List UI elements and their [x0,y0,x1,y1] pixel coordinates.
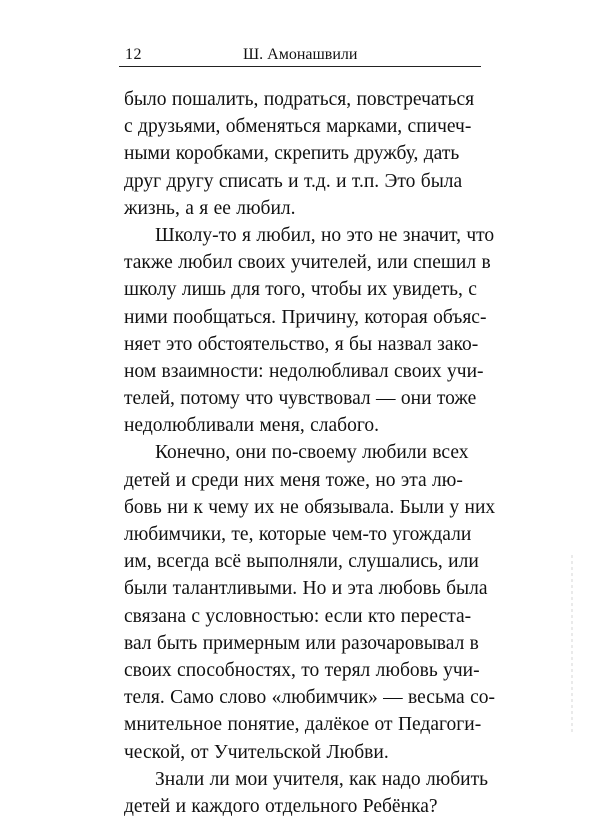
text-line: теля. Само слово «любимчик» — весьма со- [124,687,495,709]
paragraph-start-line: Школу-то я любил, но это не значит, что [155,224,495,246]
text-line: мнительное понятие, далёкое от Педагоги- [124,714,482,736]
page-number: 12 [125,46,142,63]
text-line: друг другу списать и т.д. и т.п. Это была [124,170,463,192]
running-header [119,40,481,67]
text-line: недолюбливали меня, слабого. [124,415,379,437]
page-edge-shadow [571,555,573,735]
text-line: своих способностях, то терял любовь учи- [124,659,480,681]
body-text [124,86,496,820]
text-line: ном взаимности: недолюбливал своих учи- [124,360,484,382]
text-line: ними пообщаться. Причину, которая объяс- [124,306,487,328]
text-line: жизнь, а я ее любил. [124,197,296,219]
text-line: также любил своих учителей, или спешил в [124,252,491,274]
text-line: с друзьями, обменяться марками, спичеч- [124,116,472,138]
text-line: вал быть примерным или разочаровывал в [124,632,479,654]
text-line: им, всегда всё выполняли, слушались, или [124,551,479,573]
text-line: было пошалить, подраться, повстречаться [124,89,475,110]
header-author: Ш. Амонашвили [243,46,358,63]
text-line: были талантливыми. Но и эта любовь была [124,578,488,600]
text-line: няет это обстоятельство, я бы назвал зако- [124,333,479,355]
text-line: бовь ни к чему их не обязывала. Были у них [124,496,496,518]
paragraph-start-line: Конечно, они по-своему любили всех [155,442,469,464]
text-line: школу лишь для того, чтобы их увидеть, с [124,279,477,301]
text-line: детей и среди них меня тоже, но эта лю- [124,469,463,491]
text-line: ными коробками, скрепить дружбу, дать [124,143,460,165]
text-line: связана с условностью: если кто переста- [124,605,472,627]
text-line: ческой, от Учительской Любви. [124,741,389,763]
text-line: телей, потому что чувствовал — они тоже [124,388,477,410]
paragraph-start-line: Знали ли мои учителя, как надо любить [155,768,489,790]
text-line: детей и каждого отдельного Ребёнка? [124,795,438,817]
text-line: любимчики, те, которые чем-то угождали [124,524,472,545]
